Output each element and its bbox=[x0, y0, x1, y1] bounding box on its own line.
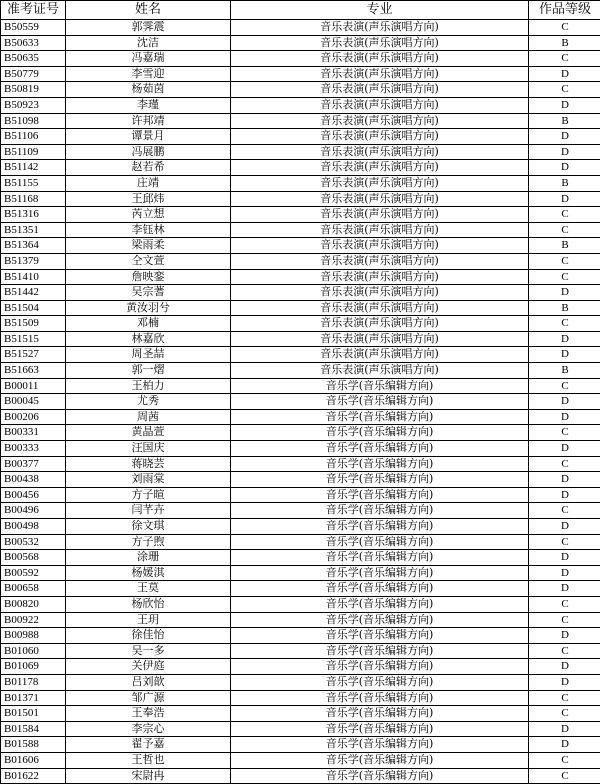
cell-exam-id: B50779 bbox=[1, 66, 66, 82]
cell-name: 徐文琪 bbox=[66, 519, 231, 535]
table-row bbox=[1, 269, 600, 285]
cell-major: 音乐学(音乐编辑方向) bbox=[231, 628, 529, 644]
cell-name: 林嘉欣 bbox=[66, 331, 231, 347]
cell-major: 音乐学(音乐编辑方向) bbox=[231, 378, 529, 394]
cell-exam-id: B00438 bbox=[1, 472, 66, 488]
cell-grade: C bbox=[529, 20, 600, 36]
table-row bbox=[1, 394, 600, 410]
cell-grade: D bbox=[529, 409, 600, 425]
cell-exam-id: B01622 bbox=[1, 768, 66, 784]
cell-major: 音乐学(音乐编辑方向) bbox=[231, 472, 529, 488]
cell-name: 宋尉冉 bbox=[66, 768, 231, 784]
cell-name: 徐佳怡 bbox=[66, 628, 231, 644]
cell-grade: C bbox=[529, 456, 600, 472]
cell-exam-id: B01371 bbox=[1, 690, 66, 706]
cell-name: 詹映銮 bbox=[66, 269, 231, 285]
cell-name: 周茜 bbox=[66, 409, 231, 425]
cell-major: 音乐学(音乐编辑方向) bbox=[231, 737, 529, 753]
table-row bbox=[1, 581, 600, 597]
cell-major: 音乐表演(声乐演唱方向) bbox=[231, 222, 529, 238]
cell-name: 李宗心 bbox=[66, 721, 231, 737]
table-row bbox=[1, 253, 600, 269]
cell-exam-id: B00988 bbox=[1, 628, 66, 644]
cell-major: 音乐表演(声乐演唱方向) bbox=[231, 175, 529, 191]
cell-grade: C bbox=[529, 269, 600, 285]
cell-exam-id: B00568 bbox=[1, 550, 66, 566]
header-exam-id: 准考证号 bbox=[1, 1, 66, 20]
cell-exam-id: B01060 bbox=[1, 643, 66, 659]
cell-major: 音乐学(音乐编辑方向) bbox=[231, 487, 529, 503]
table-row bbox=[1, 519, 600, 535]
cell-name: 郭一熠 bbox=[66, 363, 231, 379]
cell-exam-id: B51442 bbox=[1, 285, 66, 301]
cell-grade: B bbox=[529, 363, 600, 379]
cell-name: 刘雨棠 bbox=[66, 472, 231, 488]
cell-grade: D bbox=[529, 347, 600, 363]
table-row bbox=[1, 659, 600, 675]
cell-grade: D bbox=[529, 721, 600, 737]
cell-name: 方子暄 bbox=[66, 487, 231, 503]
cell-name: 邹广源 bbox=[66, 690, 231, 706]
table-row bbox=[1, 441, 600, 457]
table-row bbox=[1, 690, 600, 706]
cell-exam-id: B00820 bbox=[1, 596, 66, 612]
table-row bbox=[1, 347, 600, 363]
cell-major: 音乐表演(声乐演唱方向) bbox=[231, 35, 529, 51]
cell-name: 仝文萱 bbox=[66, 253, 231, 269]
table-row bbox=[1, 144, 600, 160]
cell-major: 音乐表演(声乐演唱方向) bbox=[231, 269, 529, 285]
cell-grade: C bbox=[529, 643, 600, 659]
cell-major: 音乐学(音乐编辑方向) bbox=[231, 706, 529, 722]
cell-major: 音乐表演(声乐演唱方向) bbox=[231, 207, 529, 223]
cell-name: 芮立想 bbox=[66, 207, 231, 223]
table-row bbox=[1, 674, 600, 690]
cell-major: 音乐学(音乐编辑方向) bbox=[231, 659, 529, 675]
cell-exam-id: B50923 bbox=[1, 97, 66, 113]
cell-name: 关伊庭 bbox=[66, 659, 231, 675]
cell-major: 音乐学(音乐编辑方向) bbox=[231, 503, 529, 519]
cell-exam-id: B01501 bbox=[1, 706, 66, 722]
cell-name: 赵若希 bbox=[66, 160, 231, 176]
cell-name: 王莫 bbox=[66, 581, 231, 597]
cell-name: 郭霁震 bbox=[66, 20, 231, 36]
table-row bbox=[1, 456, 600, 472]
cell-exam-id: B00331 bbox=[1, 425, 66, 441]
table-row bbox=[1, 487, 600, 503]
cell-grade: C bbox=[529, 316, 600, 332]
cell-name: 李雪迎 bbox=[66, 66, 231, 82]
cell-grade: D bbox=[529, 331, 600, 347]
cell-grade: C bbox=[529, 534, 600, 550]
cell-exam-id: B50819 bbox=[1, 82, 66, 98]
cell-exam-id: B51106 bbox=[1, 129, 66, 145]
table-row bbox=[1, 363, 600, 379]
cell-name: 冯展鹏 bbox=[66, 144, 231, 160]
cell-grade: B bbox=[529, 300, 600, 316]
cell-grade: C bbox=[529, 752, 600, 768]
cell-exam-id: B00496 bbox=[1, 503, 66, 519]
table-row bbox=[1, 612, 600, 628]
cell-exam-id: B51168 bbox=[1, 191, 66, 207]
cell-name: 杨茹茵 bbox=[66, 82, 231, 98]
cell-major: 音乐表演(声乐演唱方向) bbox=[231, 316, 529, 332]
cell-name: 王邱炜 bbox=[66, 191, 231, 207]
cell-grade: D bbox=[529, 441, 600, 457]
cell-name: 汪国庆 bbox=[66, 441, 231, 457]
cell-exam-id: B00498 bbox=[1, 519, 66, 535]
cell-major: 音乐表演(声乐演唱方向) bbox=[231, 347, 529, 363]
table-row bbox=[1, 222, 600, 238]
cell-grade: D bbox=[529, 628, 600, 644]
cell-major: 音乐表演(声乐演唱方向) bbox=[231, 82, 529, 98]
cell-exam-id: B51515 bbox=[1, 331, 66, 347]
table-row bbox=[1, 160, 600, 176]
cell-major: 音乐表演(声乐演唱方向) bbox=[231, 363, 529, 379]
results-table-body bbox=[1, 1, 600, 784]
cell-name: 李钰林 bbox=[66, 222, 231, 238]
cell-major: 音乐学(音乐编辑方向) bbox=[231, 768, 529, 784]
cell-name: 周圣喆 bbox=[66, 347, 231, 363]
cell-major: 音乐学(音乐编辑方向) bbox=[231, 441, 529, 457]
cell-name: 王奉浩 bbox=[66, 706, 231, 722]
cell-major: 音乐学(音乐编辑方向) bbox=[231, 612, 529, 628]
cell-name: 王玥 bbox=[66, 612, 231, 628]
table-row bbox=[1, 300, 600, 316]
cell-grade: B bbox=[529, 113, 600, 129]
cell-exam-id: B01588 bbox=[1, 737, 66, 753]
cell-grade: C bbox=[529, 425, 600, 441]
cell-name: 许邦靖 bbox=[66, 113, 231, 129]
cell-exam-id: B50559 bbox=[1, 20, 66, 36]
table-row bbox=[1, 191, 600, 207]
header-row bbox=[1, 1, 600, 20]
cell-exam-id: B01584 bbox=[1, 721, 66, 737]
cell-major: 音乐表演(声乐演唱方向) bbox=[231, 191, 529, 207]
cell-grade: D bbox=[529, 659, 600, 675]
cell-name: 谭景月 bbox=[66, 129, 231, 145]
cell-grade: C bbox=[529, 690, 600, 706]
cell-name: 闫芊卉 bbox=[66, 503, 231, 519]
cell-major: 音乐表演(声乐演唱方向) bbox=[231, 285, 529, 301]
cell-name: 王哲也 bbox=[66, 752, 231, 768]
table-row bbox=[1, 82, 600, 98]
cell-major: 音乐表演(声乐演唱方向) bbox=[231, 331, 529, 347]
cell-grade: C bbox=[529, 222, 600, 238]
cell-exam-id: B51155 bbox=[1, 175, 66, 191]
table-row bbox=[1, 316, 600, 332]
table-row bbox=[1, 238, 600, 254]
cell-exam-id: B00922 bbox=[1, 612, 66, 628]
cell-grade: B bbox=[529, 35, 600, 51]
cell-grade: D bbox=[529, 66, 600, 82]
cell-exam-id: B00532 bbox=[1, 534, 66, 550]
cell-exam-id: B51316 bbox=[1, 207, 66, 223]
cell-exam-id: B00206 bbox=[1, 409, 66, 425]
cell-name: 庄靖 bbox=[66, 175, 231, 191]
cell-name: 沈洁 bbox=[66, 35, 231, 51]
table-row bbox=[1, 752, 600, 768]
cell-name: 黄汝羽兮 bbox=[66, 300, 231, 316]
cell-grade: D bbox=[529, 581, 600, 597]
cell-name: 王柏力 bbox=[66, 378, 231, 394]
cell-name: 梁雨柔 bbox=[66, 238, 231, 254]
cell-grade: D bbox=[529, 160, 600, 176]
table-row bbox=[1, 35, 600, 51]
table-row bbox=[1, 628, 600, 644]
cell-exam-id: B51504 bbox=[1, 300, 66, 316]
cell-major: 音乐学(音乐编辑方向) bbox=[231, 425, 529, 441]
cell-grade: D bbox=[529, 550, 600, 566]
cell-grade: C bbox=[529, 378, 600, 394]
cell-name: 吕刘歆 bbox=[66, 674, 231, 690]
table-row bbox=[1, 331, 600, 347]
cell-grade: D bbox=[529, 472, 600, 488]
header-grade: 作品等级 bbox=[529, 1, 600, 20]
cell-exam-id: B00658 bbox=[1, 581, 66, 597]
cell-grade: C bbox=[529, 768, 600, 784]
cell-major: 音乐表演(声乐演唱方向) bbox=[231, 300, 529, 316]
cell-name: 翟予嘉 bbox=[66, 737, 231, 753]
cell-grade: D bbox=[529, 97, 600, 113]
table-row bbox=[1, 51, 600, 67]
cell-major: 音乐学(音乐编辑方向) bbox=[231, 456, 529, 472]
cell-grade: C bbox=[529, 706, 600, 722]
table-row bbox=[1, 113, 600, 129]
cell-exam-id: B51527 bbox=[1, 347, 66, 363]
table-row bbox=[1, 721, 600, 737]
cell-major: 音乐表演(声乐演唱方向) bbox=[231, 253, 529, 269]
cell-grade: D bbox=[529, 144, 600, 160]
cell-exam-id: B00045 bbox=[1, 394, 66, 410]
table-row bbox=[1, 175, 600, 191]
cell-major: 音乐表演(声乐演唱方向) bbox=[231, 144, 529, 160]
cell-grade: C bbox=[529, 51, 600, 67]
cell-name: 涂珊 bbox=[66, 550, 231, 566]
cell-exam-id: B01606 bbox=[1, 752, 66, 768]
table-row bbox=[1, 596, 600, 612]
cell-exam-id: B50633 bbox=[1, 35, 66, 51]
cell-exam-id: B51098 bbox=[1, 113, 66, 129]
cell-grade: D bbox=[529, 191, 600, 207]
cell-grade: C bbox=[529, 612, 600, 628]
cell-major: 音乐学(音乐编辑方向) bbox=[231, 721, 529, 737]
cell-grade: C bbox=[529, 596, 600, 612]
table-row bbox=[1, 503, 600, 519]
cell-major: 音乐学(音乐编辑方向) bbox=[231, 519, 529, 535]
table-row bbox=[1, 425, 600, 441]
table-row bbox=[1, 706, 600, 722]
cell-exam-id: B51410 bbox=[1, 269, 66, 285]
cell-major: 音乐表演(声乐演唱方向) bbox=[231, 160, 529, 176]
table-row bbox=[1, 378, 600, 394]
cell-name: 李瑾 bbox=[66, 97, 231, 113]
cell-exam-id: B00333 bbox=[1, 441, 66, 457]
cell-grade: D bbox=[529, 674, 600, 690]
cell-grade: C bbox=[529, 503, 600, 519]
cell-name: 杨媛淇 bbox=[66, 565, 231, 581]
cell-exam-id: B51509 bbox=[1, 316, 66, 332]
cell-major: 音乐学(音乐编辑方向) bbox=[231, 394, 529, 410]
cell-name: 黄晶萱 bbox=[66, 425, 231, 441]
cell-name: 杨欣怡 bbox=[66, 596, 231, 612]
table-row bbox=[1, 550, 600, 566]
cell-major: 音乐学(音乐编辑方向) bbox=[231, 752, 529, 768]
cell-grade: D bbox=[529, 737, 600, 753]
cell-major: 音乐学(音乐编辑方向) bbox=[231, 550, 529, 566]
cell-name: 方子煦 bbox=[66, 534, 231, 550]
cell-major: 音乐学(音乐编辑方向) bbox=[231, 581, 529, 597]
cell-name: 邓楠 bbox=[66, 316, 231, 332]
cell-exam-id: B51379 bbox=[1, 253, 66, 269]
table-row bbox=[1, 285, 600, 301]
cell-exam-id: B51109 bbox=[1, 144, 66, 160]
table-row bbox=[1, 409, 600, 425]
cell-major: 音乐学(音乐编辑方向) bbox=[231, 674, 529, 690]
table-row bbox=[1, 97, 600, 113]
table-row bbox=[1, 643, 600, 659]
cell-name: 蒋晓芸 bbox=[66, 456, 231, 472]
cell-exam-id: B01069 bbox=[1, 659, 66, 675]
cell-major: 音乐学(音乐编辑方向) bbox=[231, 596, 529, 612]
cell-grade: C bbox=[529, 82, 600, 98]
cell-major: 音乐表演(声乐演唱方向) bbox=[231, 238, 529, 254]
cell-grade: C bbox=[529, 253, 600, 269]
cell-name: 冯嘉瑞 bbox=[66, 51, 231, 67]
header-name: 姓名 bbox=[66, 1, 231, 20]
cell-exam-id: B51364 bbox=[1, 238, 66, 254]
cell-exam-id: B00377 bbox=[1, 456, 66, 472]
cell-exam-id: B01178 bbox=[1, 674, 66, 690]
cell-major: 音乐表演(声乐演唱方向) bbox=[231, 113, 529, 129]
cell-grade: D bbox=[529, 487, 600, 503]
cell-major: 音乐表演(声乐演唱方向) bbox=[231, 129, 529, 145]
cell-major: 音乐表演(声乐演唱方向) bbox=[231, 20, 529, 36]
cell-exam-id: B00592 bbox=[1, 565, 66, 581]
table-row bbox=[1, 20, 600, 36]
cell-name: 吴一多 bbox=[66, 643, 231, 659]
cell-major: 音乐学(音乐编辑方向) bbox=[231, 409, 529, 425]
table-row bbox=[1, 129, 600, 145]
cell-grade: C bbox=[529, 207, 600, 223]
header-major: 专业 bbox=[231, 1, 529, 20]
cell-name: 吴宗蓍 bbox=[66, 285, 231, 301]
table-row bbox=[1, 737, 600, 753]
cell-major: 音乐学(音乐编辑方向) bbox=[231, 565, 529, 581]
cell-major: 音乐表演(声乐演唱方向) bbox=[231, 51, 529, 67]
cell-exam-id: B51663 bbox=[1, 363, 66, 379]
table-row bbox=[1, 472, 600, 488]
table-row bbox=[1, 565, 600, 581]
cell-major: 音乐学(音乐编辑方向) bbox=[231, 534, 529, 550]
cell-grade: D bbox=[529, 129, 600, 145]
cell-major: 音乐表演(声乐演唱方向) bbox=[231, 66, 529, 82]
cell-name: 尤秀 bbox=[66, 394, 231, 410]
cell-exam-id: B50635 bbox=[1, 51, 66, 67]
cell-major: 音乐表演(声乐演唱方向) bbox=[231, 97, 529, 113]
table-row bbox=[1, 768, 600, 784]
cell-exam-id: B51142 bbox=[1, 160, 66, 176]
cell-major: 音乐学(音乐编辑方向) bbox=[231, 690, 529, 706]
cell-major: 音乐学(音乐编辑方向) bbox=[231, 643, 529, 659]
table-row bbox=[1, 207, 600, 223]
cell-grade: B bbox=[529, 175, 600, 191]
cell-grade: D bbox=[529, 285, 600, 301]
cell-grade: D bbox=[529, 519, 600, 535]
cell-grade: D bbox=[529, 565, 600, 581]
table-row bbox=[1, 534, 600, 550]
cell-exam-id: B00456 bbox=[1, 487, 66, 503]
cell-grade: D bbox=[529, 394, 600, 410]
cell-exam-id: B00011 bbox=[1, 378, 66, 394]
cell-exam-id: B51351 bbox=[1, 222, 66, 238]
table-row bbox=[1, 66, 600, 82]
cell-grade: B bbox=[529, 238, 600, 254]
